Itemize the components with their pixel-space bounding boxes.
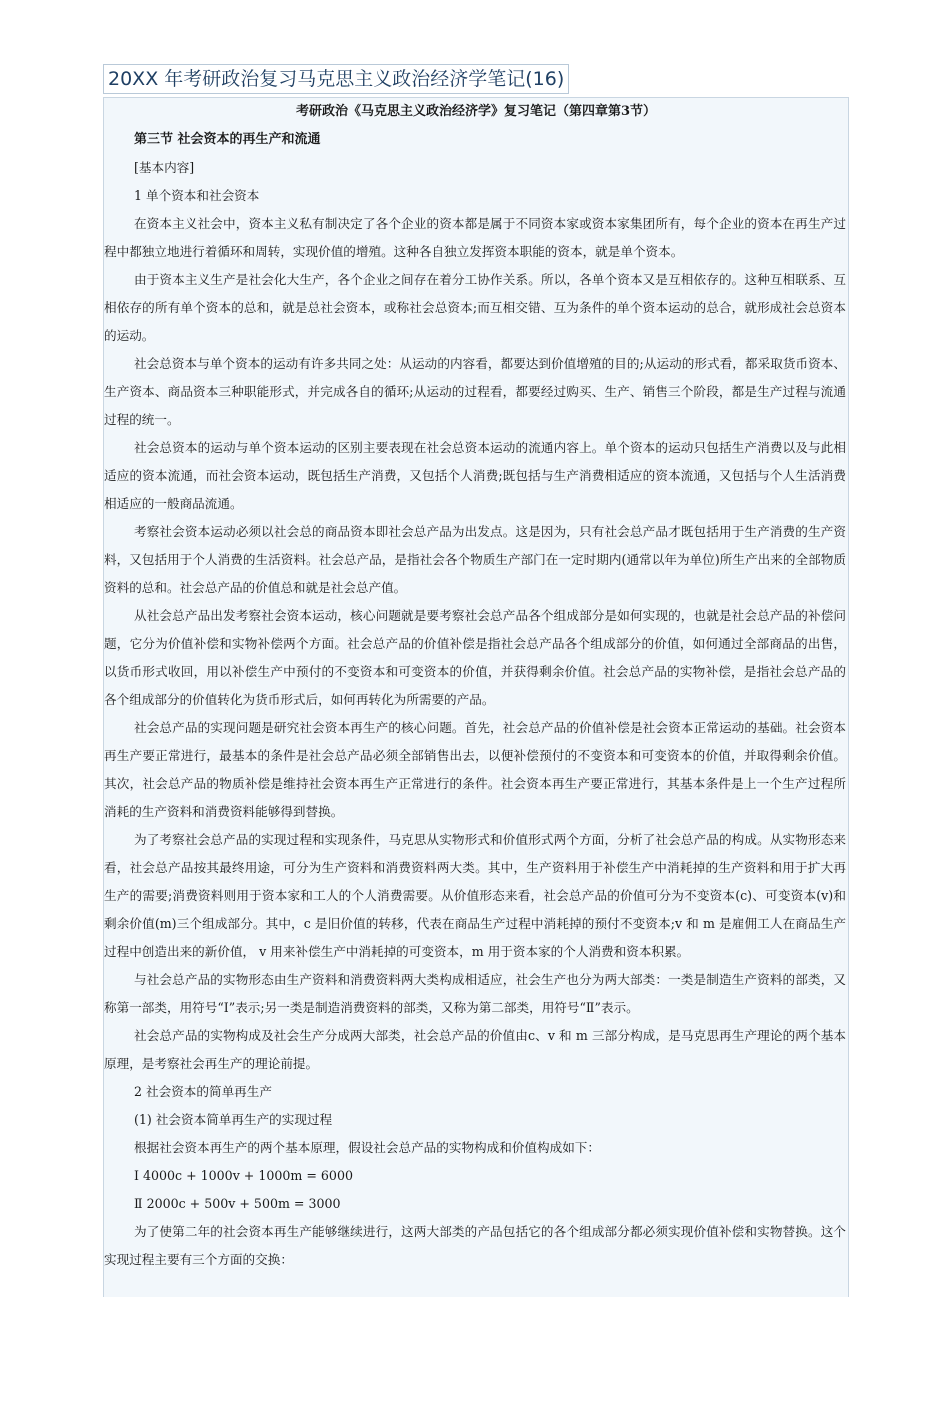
paragraph: 考察社会资本运动必须以社会总的商品资本即社会总产品为出发点。这是因为，只有社会总产品才既包括用于生产消费的生产资料，又包括用于个人消费的生活资料。社会总产品，是指社会各个物质生产部门在一定时期内(通常以年为单位)所生产出来的全部物质资料的总和。社会总产品的价值总和就是社会总产值。 — [104, 524, 846, 595]
item-heading: 2 社会资本的简单再生产 — [134, 1084, 272, 1099]
item-heading: 1 单个资本和社会资本 — [134, 188, 260, 203]
paragraph: 社会总资本与单个资本的运动有许多共同之处：从运动的内容看，都要达到价值增殖的目的;从运动的形式看，都采取货币资本、生产资本、商品资本三种职能形式，并完成各自的循环;从运动的过程看，都要经过购买、生产、销售三个阶段，都是生产过程与流通过程的统一。 — [104, 356, 846, 427]
basic-content-label: [基本内容] — [134, 160, 195, 175]
paragraph: 社会总产品的实现问题是研究社会资本再生产的核心问题。首先，社会总产品的价值补偿是社会资本正常运动的基础。社会资本再生产要正常进行，最基本的条件是社会总产品必须全部销售出去，以便补偿预付的不变资本和可变资本的价值，并取得剩余价值。其次，社会总产品的物质补偿是维持社会资本再生产正常进行的条件。社会资本再生产要正常进行，其基本条件是上一个生产过程所消耗的生产资料和消费资料能够得到替换。 — [104, 720, 846, 819]
paragraph: 由于资本主义生产是社会化大生产，各个企业之间存在着分工协作关系。所以，各单个资本又是互相依存的。这种互相联系、互相依存的所有单个资本的总和，就是总社会资本，或称社会总资本;而互相交错、互为条件的单个资本运动的总合，就形成社会总资本的运动。 — [104, 272, 846, 343]
subtitle: 考研政治《马克思主义政治经济学》复习笔记（第四章第3节） — [295, 104, 657, 119]
formula-intro: 根据社会资本再生产的两个基本原理，假设社会总产品的实物构成和价值构成如下： — [134, 1140, 600, 1155]
formula-department-2: Ⅱ 2000c + 500v + 500m = 3000 — [134, 1196, 341, 1211]
document-title: 20XX 年考研政治复习马克思主义政治经济学笔记(16) — [103, 64, 569, 94]
section-heading: 第三节 社会资本的再生产和流通 — [134, 132, 321, 147]
sub-item-heading: (1) 社会资本简单再生产的实现过程 — [134, 1112, 333, 1127]
formula-department-1: Ⅰ 4000c + 1000v + 1000m = 6000 — [134, 1168, 353, 1183]
paragraph: 与社会总产品的实物形态由生产资料和消费资料两大类构成相适应，社会生产也分为两大部类：一类是制造生产资料的部类，又称第一部类，用符号“Ⅰ”表示;另一类是制造消费资料的部类，又称为第二部类，用符号“Ⅱ”表示。 — [104, 972, 846, 1015]
paragraph: 在资本主义社会中，资本主义私有制决定了各个企业的资本都是属于不同资本家或资本家集团所有，每个企业的资本在再生产过程中都独立地进行着循环和周转，实现价值的增殖。这种各自独立发挥资本职能的资本，就是单个资本。 — [104, 216, 846, 259]
paragraph: 社会总资本的运动与单个资本运动的区别主要表现在社会总资本运动的流通内容上。单个资本的运动只包括生产消费以及与此相适应的资本流通，而社会资本运动，既包括生产消费，又包括个人消费;既包括与生产消费相适应的资本流通，又包括与个人生活消费相适应的一般商品流通。 — [104, 440, 846, 511]
paragraph: 从社会总产品出发考察社会资本运动，核心问题就是要考察社会总产品各个组成部分是如何实现的，也就是社会总产品的补偿问题，它分为价值补偿和实物补偿两个方面。社会总产品的价值补偿是指社会总产品各个组成部分的价值，如何通过全部商品的出售，以货币形式收回，用以补偿生产中预付的不变资本和可变资本的价值，并获得剩余价值。社会总产品的实物补偿，是指社会总产品的各个组成部分的价值转化为货币形式后，如何再转化为所需要的产品。 — [104, 608, 846, 707]
paragraph: 社会总产品的实物构成及社会生产分成两大部类，社会总产品的价值由c、v 和 m 三部分构成，是马克思再生产理论的两个基本原理，是考察社会再生产的理论前提。 — [104, 1028, 846, 1071]
paragraph: 为了考察社会总产品的实现过程和实现条件，马克思从实物形式和价值形式两个方面，分析了社会总产品的构成。从实物形态来看，社会总产品按其最终用途，可分为生产资料和消费资料两大类。其中，生产资料用于补偿生产中消耗掉的生产资料和用于扩大再生产的需要;消费资料则用于资本家和工人的个人消费需要。从价值形态来看，社会总产品的价值可分为不变资本(c)、可变资本(v)和剩余价值(m)三个组成部分。其中，c 是旧价值的转移，代表在商品生产过程中消耗掉的预付不变资本;v 和 m 是雇佣工人在商品生产过程中创造出来的新价值， v 用来补偿生产中消耗掉的可变资本，m 用于资本家的个人消费和资本积累。 — [104, 832, 846, 959]
content-panel — [103, 97, 849, 1297]
paragraph: 为了使第二年的社会资本再生产能够继续进行，这两大部类的产品包括它的各个组成部分都必须实现价值补偿和实物替换。这个实现过程主要有三个方面的交换： — [104, 1224, 846, 1267]
